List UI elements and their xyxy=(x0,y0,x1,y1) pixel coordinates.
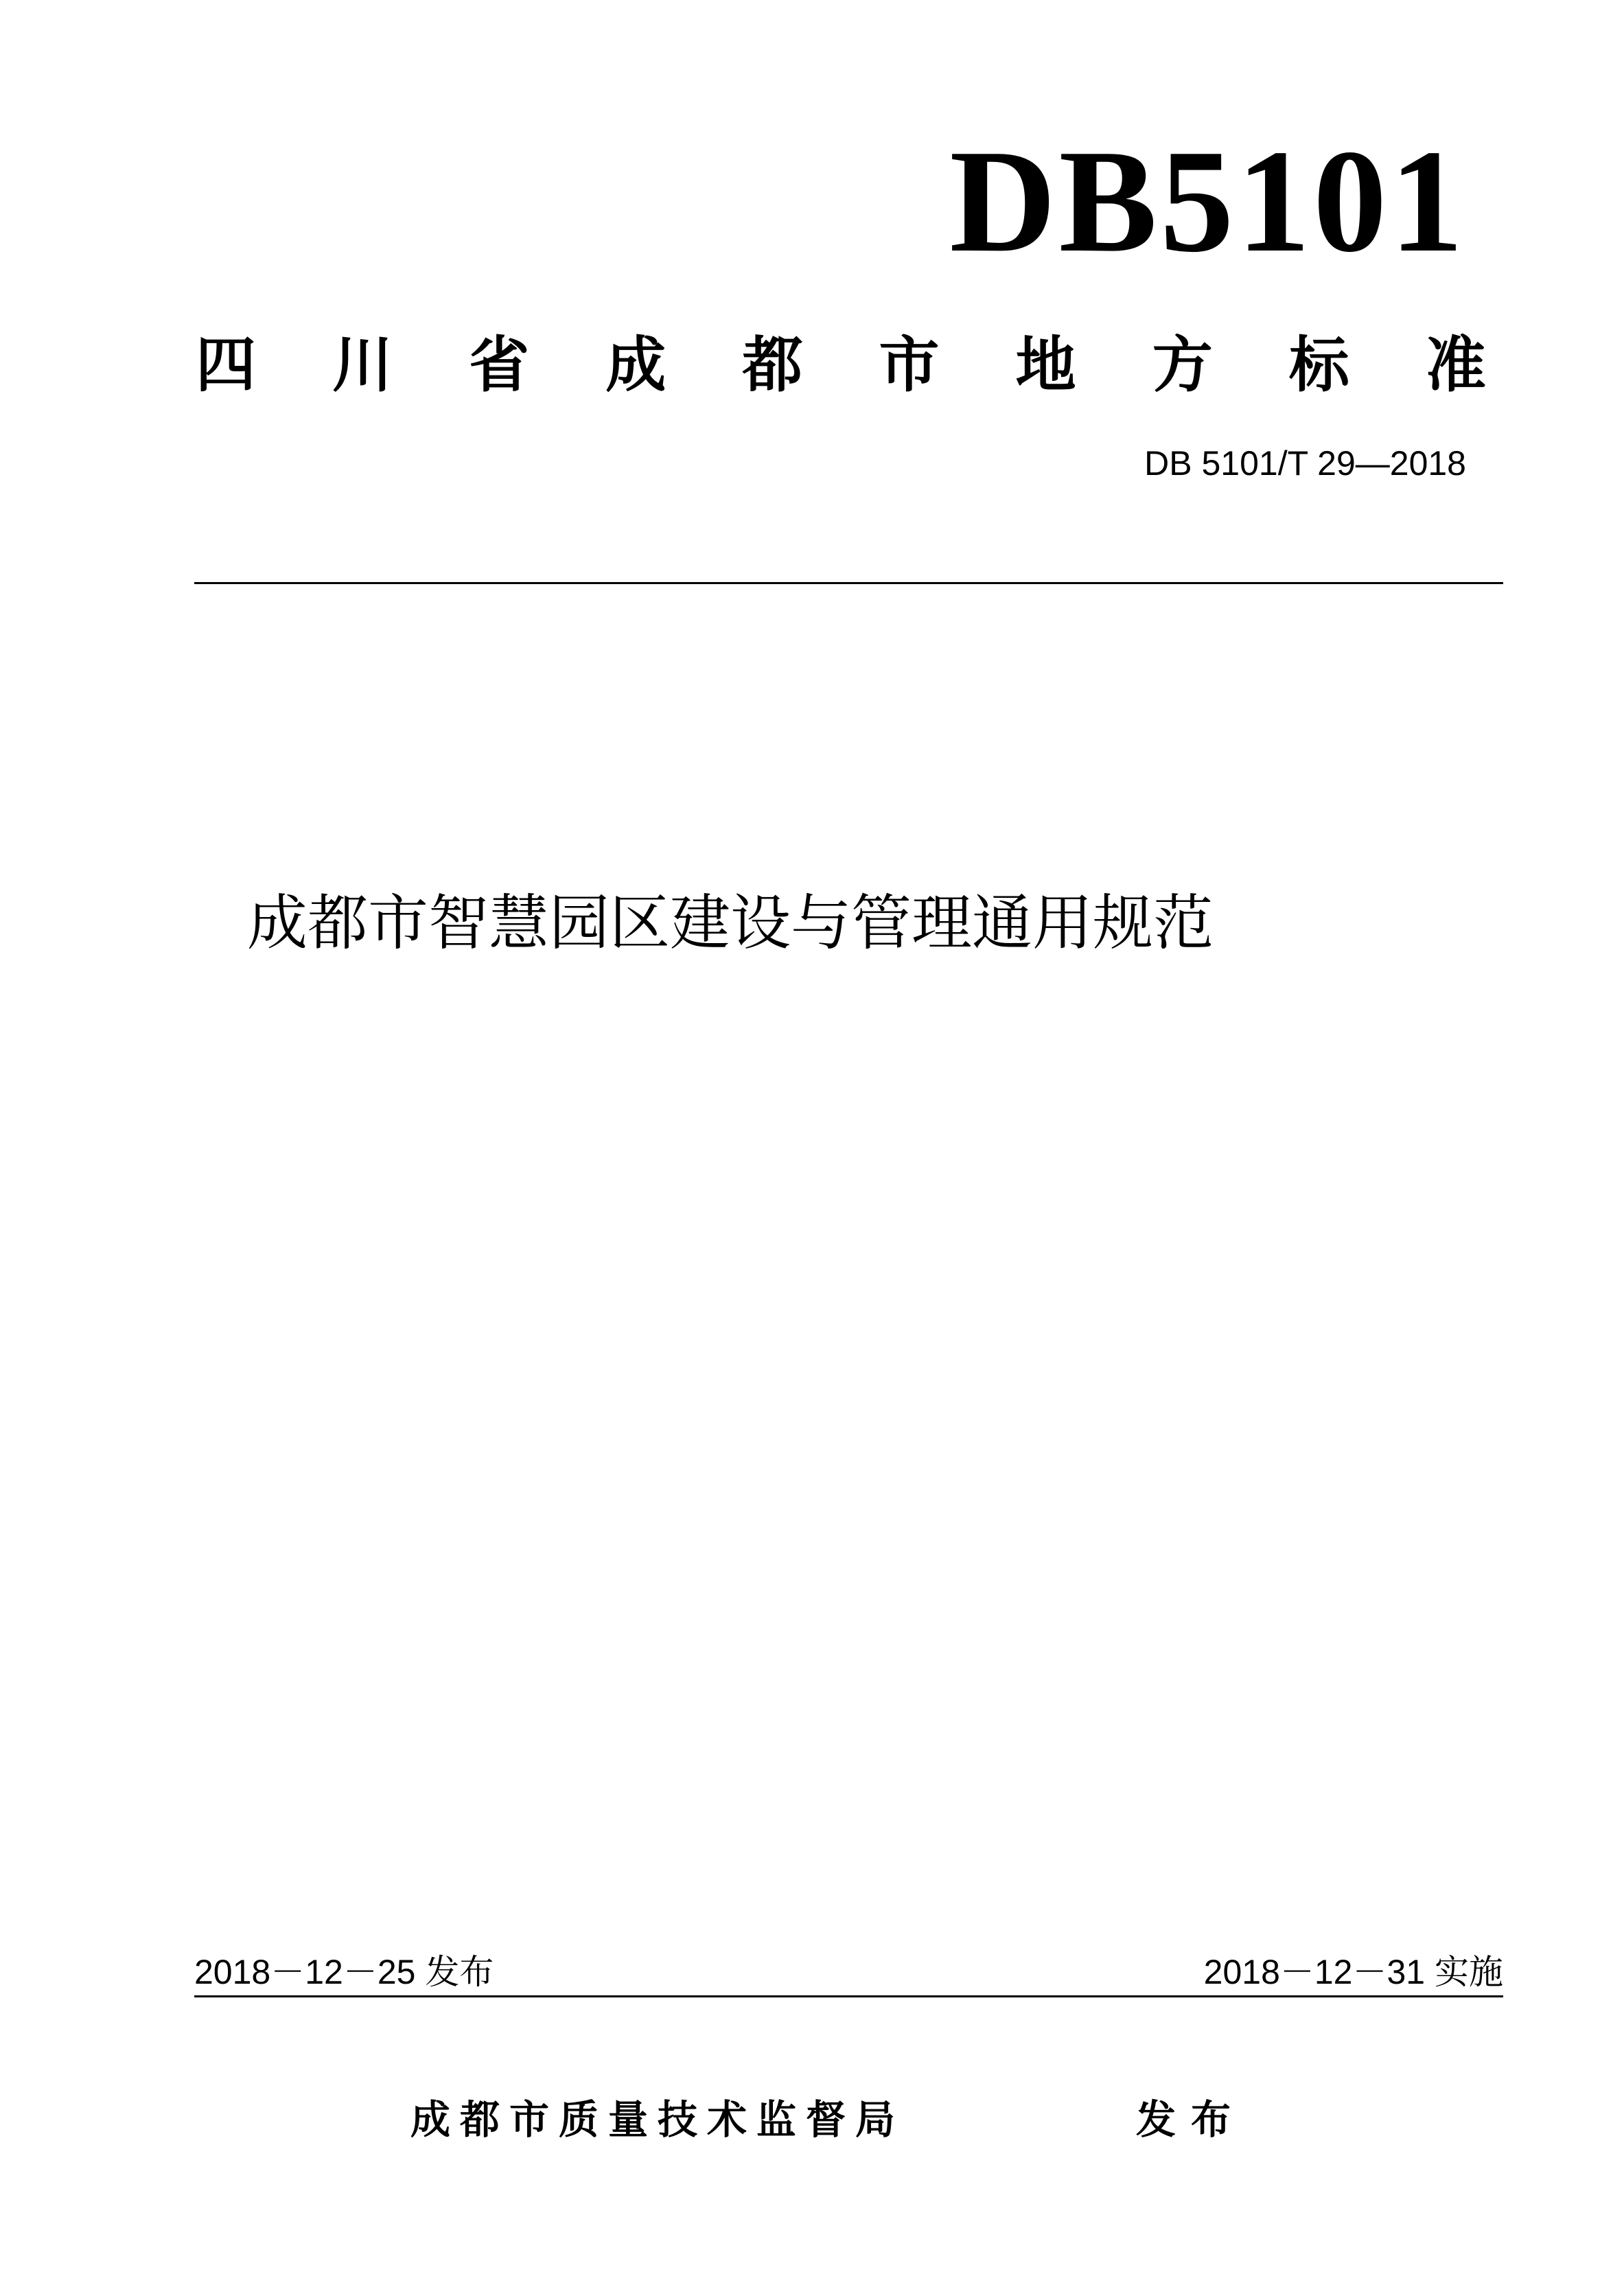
standard-type-heading xyxy=(196,323,1486,398)
document-title: 成都市智慧园区建设与管理通用规范 xyxy=(247,888,1214,958)
standard-type-char: 地 xyxy=(1015,329,1076,400)
standard-type-char: 都 xyxy=(742,329,803,400)
standard-type-char: 市 xyxy=(879,329,940,400)
standard-type-char: 标 xyxy=(1288,329,1349,400)
standard-type-char: 方 xyxy=(1152,329,1213,400)
top-divider xyxy=(194,582,1503,584)
standard-code-mark: DB5101 xyxy=(949,119,1466,283)
standard-type-char: 川 xyxy=(332,329,393,400)
standard-type-char: 成 xyxy=(605,329,666,400)
standard-type-char: 四 xyxy=(196,329,257,400)
issuing-authority: 成都市质量技术监督局 xyxy=(410,2096,905,2143)
bottom-divider xyxy=(194,1995,1503,1997)
implement-date: 2018－12－31 实施 xyxy=(1203,1953,1503,1991)
standard-type-char: 省 xyxy=(469,329,530,400)
publish-date: 2018－12－25 发布 xyxy=(194,1953,494,1991)
standard-number: DB 5101/T 29—2018 xyxy=(1144,444,1466,483)
issued-label: 发布 xyxy=(1136,2096,1246,2143)
standard-type-char: 准 xyxy=(1425,329,1486,400)
